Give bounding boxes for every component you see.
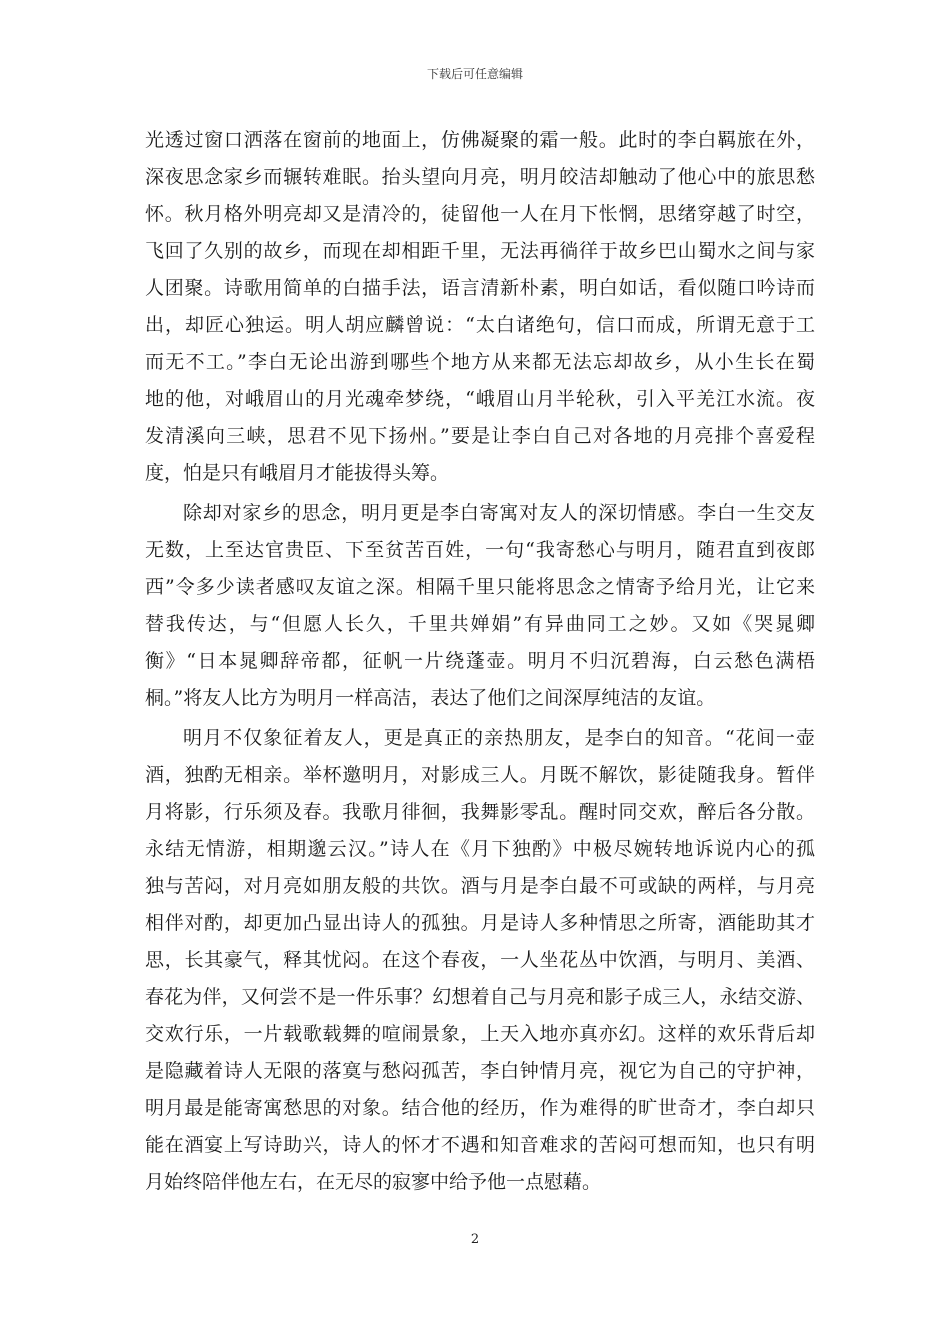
text-line: 月将影，行乐须及春。我歌月徘徊，我舞影零乱。醒时同交欢，醉后各分散。	[145, 801, 815, 823]
paragraph	[145, 495, 815, 717]
text-line: 是隐藏着诗人无限的落寞与愁闷孤苦，李白钟情月亮，视它为自己的守护神，	[145, 1060, 815, 1082]
text-line: 衡》“日本晁卿辞帝都，征帆一片绕蓬壶。明月不归沉碧海，白云愁色满梧	[145, 650, 815, 672]
text-line: 思，长其豪气，释其忧闷。在这个春夜，一人坐花丛中饮酒，与明月、美酒、	[145, 949, 815, 971]
text-line: 交欢行乐，一片载歌载舞的喧闹景象，上天入地亦真亦幻。这样的欢乐背后却	[145, 1023, 815, 1045]
text-line: 深夜思念家乡而辗转难眠。抬头望向月亮，明月皎洁却触动了他心中的旅思愁	[145, 166, 815, 188]
text-line: 替我传达，与“但愿人长久，千里共婵娟”有异曲同工之妙。又如《哭晁卿	[145, 613, 815, 635]
paragraph	[145, 720, 815, 1201]
text-line: 度，怕是只有峨眉月才能拔得头筹。	[145, 462, 450, 484]
text-line: 永结无情游，相期邈云汉。”诗人在《月下独酌》中极尽婉转地诉说内心的孤	[145, 838, 815, 860]
text-line: 无数，上至达官贵臣、下至贫苦百姓，一句“我寄愁心与明月，随君直到夜郎	[145, 539, 815, 561]
text-line: 桐。”将友人比方为明月一样高洁，表达了他们之间深厚纯洁的友谊。	[145, 687, 716, 709]
text-line: 酒，独酌无相亲。举杯邀明月，对影成三人。月既不解饮，影徒随我身。暂伴	[145, 764, 815, 786]
text-line: 春花为伴，又何尝不是一件乐事？幻想着自己与月亮和影子成三人，永结交游、	[145, 986, 815, 1008]
text-line: 发清溪向三峡，思君不见下扬州。”要是让李白自己对各地的月亮排个喜爱程	[145, 425, 815, 447]
text-line: 能在酒宴上写诗助兴，诗人的怀才不遇和知音难求的苦闷可想而知，也只有明	[145, 1134, 815, 1156]
text-line: 除却对家乡的思念，明月更是李白寄寓对友人的深切情感。李白一生交友	[183, 502, 815, 524]
page-number: 2	[470, 1232, 480, 1247]
text-line: 月始终陪伴他左右，在无尽的寂寥中给予他一点慰藉。	[145, 1171, 602, 1193]
text-line: 光透过窗口洒落在窗前的地面上，仿佛凝聚的霜一般。此时的李白羁旅在外，	[145, 129, 815, 151]
text-line: 明月不仅象征着友人，更是真正的亲热朋友，是李白的知音。“花间一壶	[183, 727, 815, 749]
text-line: 明月最是能寄寓愁思的对象。结合他的经历，作为难得的旷世奇才，李白却只	[145, 1097, 815, 1119]
text-line: 而无不工。”李白无论出游到哪些个地方从来都无法忘却故乡，从小生长在蜀	[145, 351, 815, 373]
text-line: 人团聚。诗歌用简单的白描手法，语言清新朴素，明白如话，看似随口吟诗而	[145, 277, 815, 299]
text-line: 飞回了久别的故乡，而现在却相距千里，无法再徜徉于故乡巴山蜀水之间与家	[145, 240, 815, 262]
document-body	[145, 122, 815, 1201]
text-line: 西”令多少读者感叹友谊之深。相隔千里只能将思念之情寄予给月光，让它来	[145, 576, 815, 598]
text-line: 独与苦闷，对月亮如朋友般的共饮。酒与月是李白最不可或缺的两样，与月亮	[145, 875, 815, 897]
text-line: 相伴对酌，却更加凸显出诗人的孤独。月是诗人多种情思之所寄，酒能助其才	[145, 912, 815, 934]
page-header: 下载后可任意编辑	[426, 67, 523, 81]
paragraph	[145, 122, 815, 492]
text-line: 怀。秋月格外明亮却又是清冷的，徒留他一人在月下怅惘，思绪穿越了时空，	[145, 203, 815, 225]
text-line: 出，却匠心独运。明人胡应麟曾说：“太白诸绝句，信口而成，所谓无意于工	[145, 314, 815, 336]
text-line: 地的他，对峨眉山的月光魂牵梦绕，“峨眉山月半轮秋，引入平羌江水流。夜	[145, 388, 815, 410]
